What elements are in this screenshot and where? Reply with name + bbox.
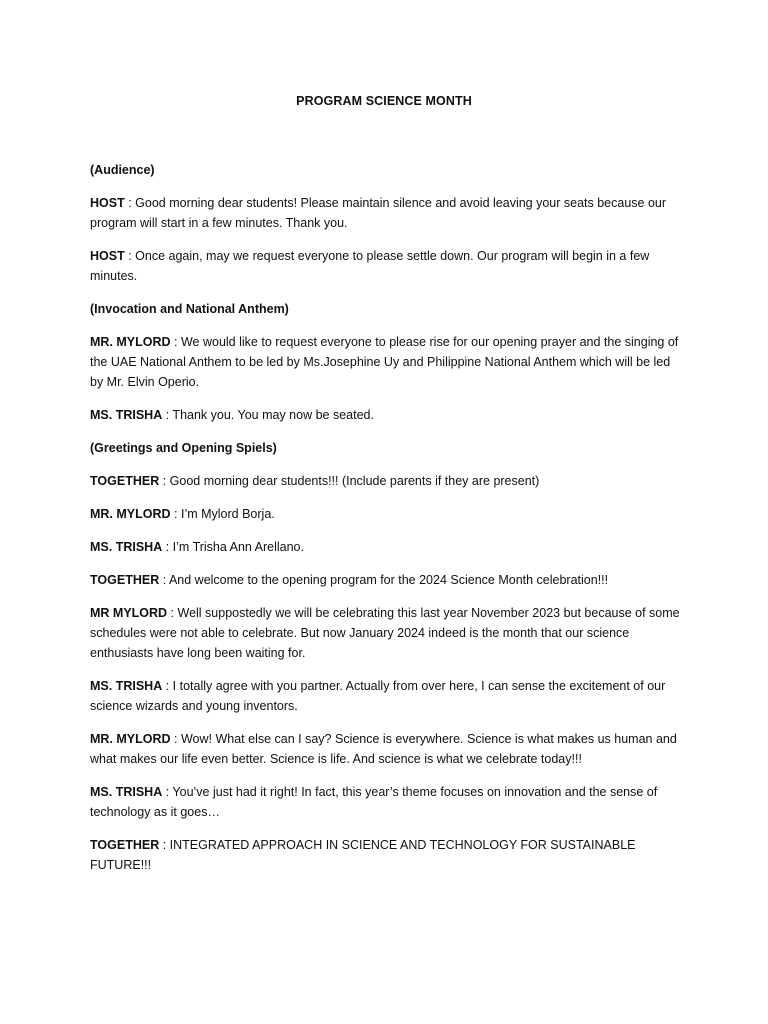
dialogue-text: : You’ve just had it right! In fact, this year’s theme focuses on innovation and the sense of technology as it goes… (90, 785, 658, 819)
dialogue-text: : Thank you. You may now be seated. (162, 408, 374, 422)
dialogue-text: : Once again, may we request everyone to please settle down. Our program will begin in a few minutes. (90, 249, 650, 283)
dialogue-line (90, 332, 686, 392)
section-heading: (Invocation and National Anthem) (90, 302, 289, 316)
speaker-name: MS. TRISHA (90, 785, 163, 799)
speaker-name: MS. TRISHA (90, 679, 163, 693)
speaker-name: MR. MYLORD (90, 732, 171, 746)
speaker-name: MR. MYLORD (90, 507, 171, 521)
speaker-name: MS. TRISHA (90, 408, 163, 422)
speaker-name: MR MYLORD (90, 606, 168, 620)
dialogue-text: : Good morning dear students! Please maintain silence and avoid leaving your seats because our program will start in a few minutes. Thank you. (90, 196, 667, 230)
dialogue-text: : INTEGRATED APPROACH IN SCIENCE AND TECHNOLOGY FOR SUSTAINABLE FUTURE!!! (90, 838, 636, 872)
dialogue-text: : And welcome to the opening program for the 2024 Science Month celebration!!! (159, 573, 609, 587)
dialogue-line (90, 729, 686, 769)
dialogue-line (90, 471, 686, 491)
dialogue-line (90, 570, 686, 590)
dialogue-line (90, 405, 686, 425)
speaker-name: MS. TRISHA (90, 540, 163, 554)
dialogue-line (90, 835, 686, 875)
dialogue-text: : I’m Trisha Ann Arellano. (162, 540, 304, 554)
dialogue-line (90, 782, 686, 822)
dialogue-line (90, 676, 686, 716)
dialogue-line (90, 246, 686, 286)
section-heading: (Greetings and Opening Spiels) (90, 441, 277, 455)
dialogue-text: : Well suppostedly we will be celebrating this last year November 2023 but because of some schedules were not able to celebrate. But now January 2024 indeed is the month that our science enthusiasts have long been waiting for. (90, 606, 680, 660)
dialogue-line (90, 193, 686, 233)
dialogue-line (90, 504, 686, 524)
dialogue-text: : I totally agree with you partner. Actually from over here, I can sense the excitement of our science wizards and young inventors. (90, 679, 666, 713)
document-title: PROGRAM SCIENCE MONTH (296, 94, 472, 108)
section-heading: (Audience) (90, 163, 155, 177)
speaker-name: TOGETHER (90, 838, 160, 852)
speaker-name: MR. MYLORD (90, 335, 171, 349)
dialogue-line (90, 603, 686, 663)
dialogue-text: : Wow! What else can I say? Science is everywhere. Science is what makes us human and what makes our life even better. Science is life. And science is what we celebrate today!!! (90, 732, 677, 766)
dialogue-text: : We would like to request everyone to please rise for our opening prayer and the singing of the UAE National Anthem to be led by Ms.Josephine Uy and Philippine National Anthem which will be led by Mr. Elvin Operio. (90, 335, 679, 389)
dialogue-text: : I’m Mylord Borja. (170, 507, 275, 521)
speaker-name: TOGETHER (90, 474, 160, 488)
speaker-name: TOGETHER (90, 573, 160, 587)
speaker-name: HOST (90, 249, 125, 263)
document-body (90, 160, 686, 888)
speaker-name: HOST (90, 196, 125, 210)
dialogue-text: : Good morning dear students!!! (Include parents if they are present) (159, 474, 540, 488)
dialogue-line (90, 537, 686, 557)
